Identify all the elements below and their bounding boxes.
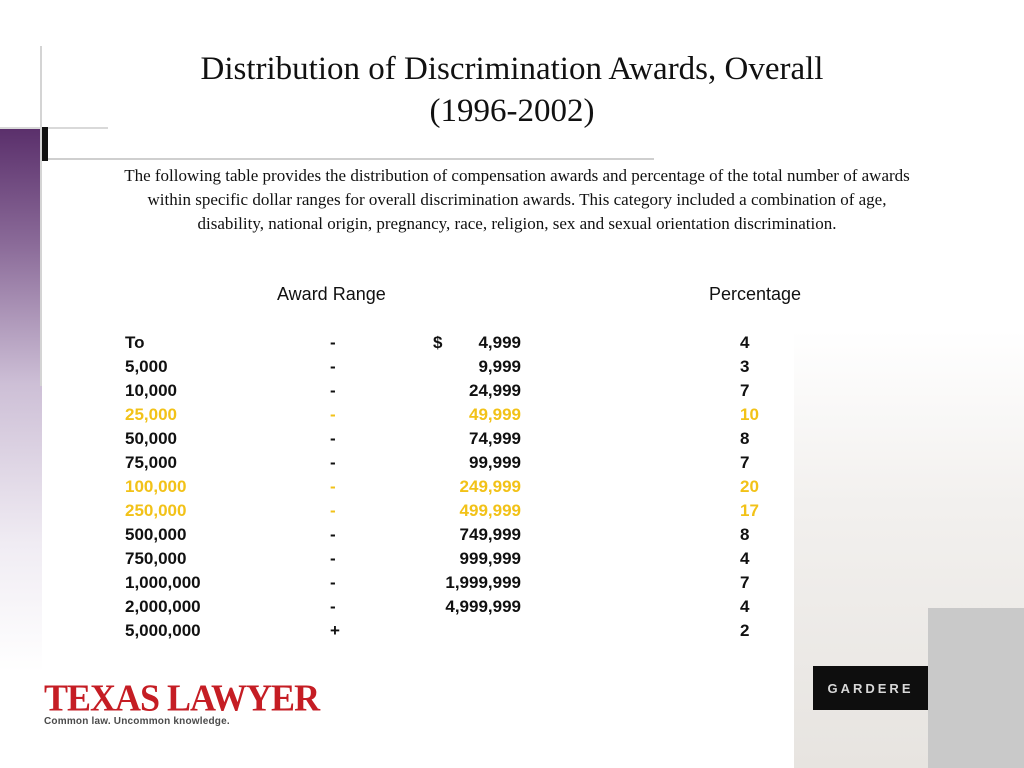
slide-title (100, 48, 924, 132)
currency-symbol: $ (433, 333, 443, 352)
range-to: 1,999,999 (445, 573, 521, 592)
range-from: 10,000 (125, 381, 177, 400)
title-line-2: (1996-2002) (429, 93, 595, 129)
percentage-value: 10 (740, 405, 759, 424)
range-from: 500,000 (125, 525, 187, 544)
range-from: 750,000 (125, 549, 187, 568)
range-to: 249,999 (459, 477, 521, 496)
table-row (0, 475, 1024, 499)
range-from: 25,000 (125, 405, 177, 424)
table-row (0, 523, 1024, 547)
gardere-logo: GARDERE (813, 666, 928, 710)
range-from: 50,000 (125, 429, 177, 448)
percentage-value: 8 (740, 429, 750, 448)
range-separator: - (330, 381, 336, 400)
range-to: 9,999 (478, 357, 521, 376)
range-to: 99,999 (469, 453, 521, 472)
title-rule (48, 158, 654, 160)
range-separator: - (330, 501, 336, 520)
table-row (0, 403, 1024, 427)
range-separator: - (330, 333, 336, 352)
table-row (0, 499, 1024, 523)
range-from: 100,000 (125, 477, 187, 496)
percentage-value: 2 (740, 621, 750, 640)
range-separator: - (330, 429, 336, 448)
range-from: 5,000 (125, 357, 168, 376)
range-to: 4,999 (478, 333, 521, 352)
range-separator: - (330, 405, 336, 424)
texas-lawyer-wordmark: TEXAS LAWYER (44, 676, 320, 719)
percentage-value: 17 (740, 501, 759, 520)
range-from: 1,000,000 (125, 573, 201, 592)
range-from: 5,000,000 (125, 621, 201, 640)
range-to: 4,999,999 (445, 597, 521, 616)
range-to: 999,999 (459, 549, 521, 568)
percentage-value: 4 (740, 549, 750, 568)
percentage-value: 7 (740, 381, 750, 400)
range-to: 49,999 (469, 405, 521, 424)
range-separator: - (330, 525, 336, 544)
percentage-value: 7 (740, 453, 750, 472)
range-separator: - (330, 453, 336, 472)
table-row (0, 427, 1024, 451)
range-separator: - (330, 573, 336, 592)
range-separator: + (330, 621, 340, 640)
percentage-value: 3 (740, 357, 750, 376)
table-row (0, 571, 1024, 595)
range-separator: - (330, 597, 336, 616)
decorative-horizontal-line (0, 127, 108, 129)
table-row (0, 595, 1024, 619)
range-to: 24,999 (469, 381, 521, 400)
decorative-black-bar (42, 127, 48, 161)
table-row (0, 331, 1024, 355)
percentage-value: 20 (740, 477, 759, 496)
range-separator: - (330, 549, 336, 568)
percentage-value: 4 (740, 597, 750, 616)
range-from: 250,000 (125, 501, 187, 520)
texas-lawyer-tagline: Common law. Uncommon knowledge. (44, 716, 230, 727)
table-row (0, 451, 1024, 475)
range-from: 75,000 (125, 453, 177, 472)
percentage-value: 8 (740, 525, 750, 544)
range-to: 749,999 (459, 525, 521, 544)
percentage-value: 4 (740, 333, 750, 352)
table-row (0, 379, 1024, 403)
range-from: 2,000,000 (125, 597, 201, 616)
header-award-range: Award Range (277, 284, 386, 304)
title-line-1: Distribution of Discrimination Awards, Overall (200, 51, 824, 87)
range-separator: - (330, 357, 336, 376)
table-row (0, 619, 1024, 643)
texas-lawyer-logo (44, 676, 320, 729)
range-separator: - (330, 477, 336, 496)
percentage-value: 7 (740, 573, 750, 592)
table-row (0, 355, 1024, 379)
range-to: 74,999 (469, 429, 521, 448)
range-to: 499,999 (459, 501, 521, 520)
range-from: To (125, 333, 145, 352)
award-table (0, 331, 1024, 643)
table-row (0, 547, 1024, 571)
intro-paragraph: The following table provides the distribution of compensation awards and percentage of the total number of awards within specific dollar ranges for overall discrimination awards. This category included a combination of age, disability, national origin, pregnancy, race, religion, sex and sexual orientation discrimination. (124, 166, 910, 233)
header-percentage: Percentage (709, 284, 802, 304)
